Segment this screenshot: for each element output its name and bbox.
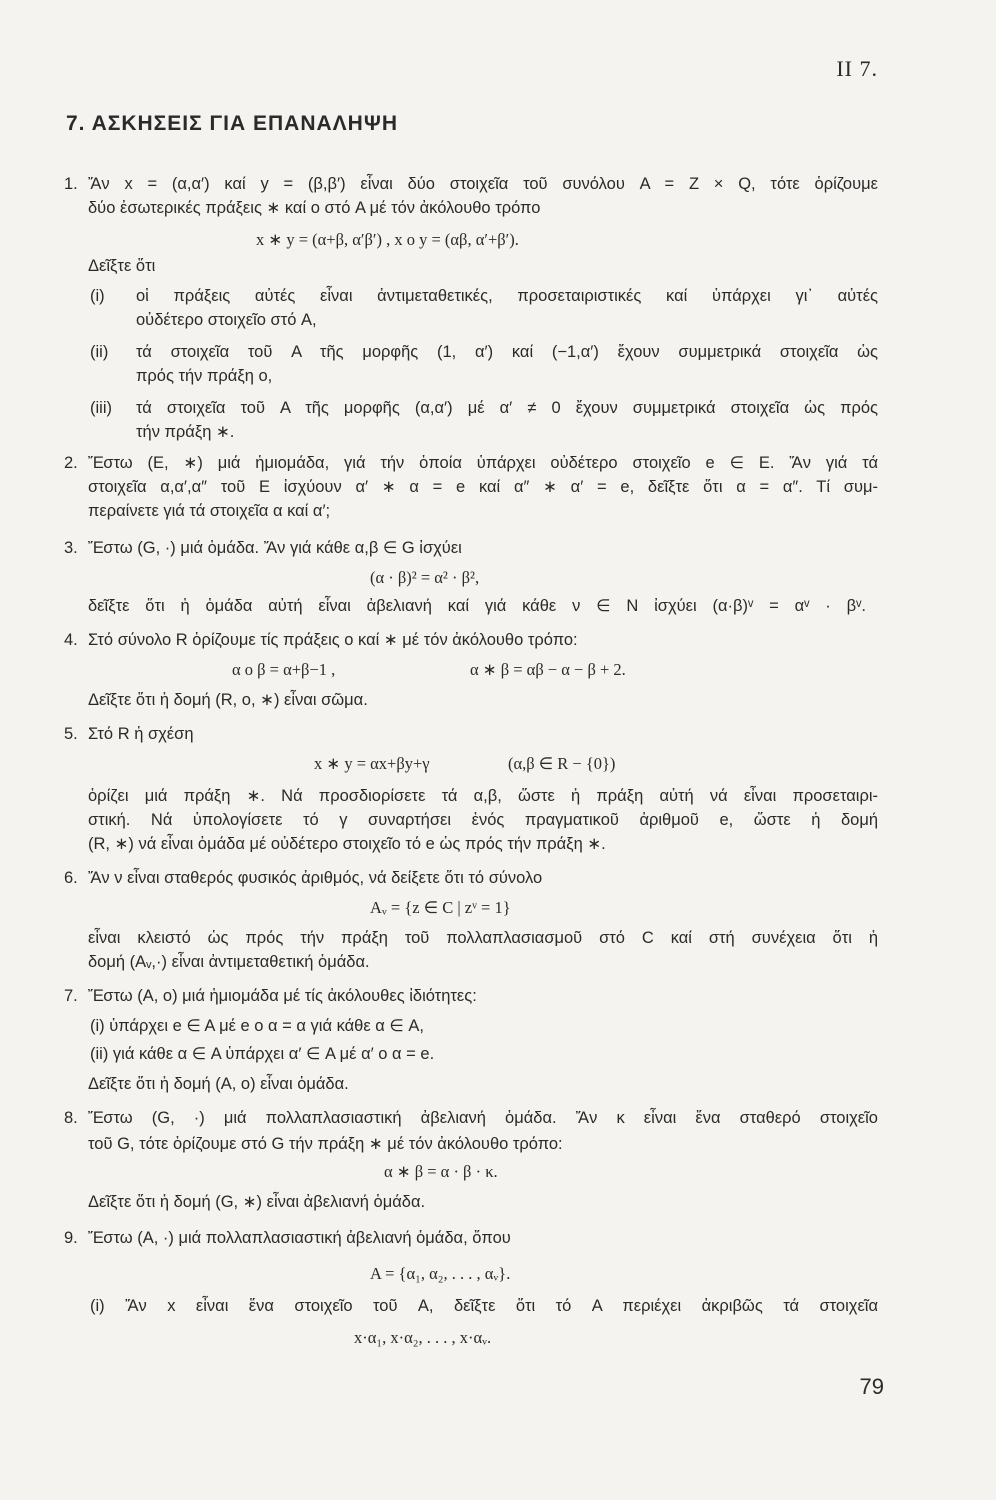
exercise-9-number: 9. [64,1229,78,1247]
exercise-1-iii-label: (iii) [90,399,112,417]
exercise-5-equation-1: x ∗ y = αx+βy+γ [314,754,430,773]
exercise-7-item-ii: (ii) γιά κάθε α ∈ A ὑπάρχει α′ ∈ A μέ α′ o α = e. [90,1045,435,1063]
exercise-1-i-line-1: οἱ πράξεις αὐτές εἶναι ἀντιμεταθετικές, προσεταιριστικές καί ὑπάρχει γι᾽ αὐτές [136,287,878,305]
exercise-6-line-2: εἶναι κλειστό ὡς πρός τήν πράξη τοῦ πολλαπλασιασμοῦ στό C καί στή συνέχεια ὅτι ἡ [88,929,878,947]
exercise-9-equation: A = {α₁, α₂, . . . , αᵥ}. [370,1264,511,1283]
exercise-5-line-4: (R, ∗) νά εἶναι ὁμάδα μέ οὐδέτερο στοιχεῖο τό e ὡς πρός τήν πράξη ∗. [88,835,606,853]
exercise-5-line-1: Στό R ἡ σχέση [88,725,194,743]
exercise-4-line-2: Δεῖξτε ὅτι ἡ δομή (R, o, ∗) εἶναι σῶμα. [88,691,368,709]
exercise-9-item-i: (i) Ἄν x εἶναι ἕνα στοιχεῖο τοῦ A, δεῖξτε ὅτι τό A περιέχει ἀκριβῶς τά στοιχεῖα [90,1297,878,1315]
page-number: 79 [859,1374,884,1399]
exercise-1-iii-line-1: τά στοιχεῖα τοῦ A τῆς μορφῆς (α,α′) μέ α′ ≠ 0 ἔχουν συμμετρικά στοιχεῖα ὡς πρός [136,399,878,417]
exercise-2-line-3: περαίνετε γιά τά στοιχεῖα α καί α′; [88,502,331,520]
exercise-5-equation-2: (α,β ∈ R − {0}) [508,754,616,773]
exercise-3-number: 3. [64,539,78,557]
exercise-4-equation-1: α o β = α+β−1 , [232,660,336,679]
exercise-3-line-1: Ἔστω (G, ·) μιά ὁμάδα. Ἄν γιά κάθε α,β ∈ G ἰσχύει [88,539,462,557]
exercise-8-equation: α ∗ β = α · β · κ. [384,1162,498,1181]
exercise-2-number: 2. [64,454,78,472]
exercise-1-ii-label: (ii) [90,343,109,361]
exercise-7-line-2: Δεῖξτε ὅτι ἡ δομή (A, o) εἶναι ὁμάδα. [88,1075,349,1093]
exercise-5-line-3: στική. Νά ὑπολογίσετε τό γ συναρτήσει ἑνός πραγματικοῦ ἀριθμοῦ e, ὥστε ἡ δομή [88,811,878,829]
exercise-6-equation: Aᵥ = {z ∈ C | zᵛ = 1} [370,898,511,917]
exercise-1-ii-line-1: τά στοιχεῖα τοῦ A τῆς μορφῆς (1, α′) καί (−1,α′) ἔχουν συμμετρικά στοιχεῖα ὡς [136,343,878,361]
exercise-6-line-3: δομή (Aᵥ,·) εἶναι ἀντιμεταθετική ὁμάδα. [88,953,370,971]
exercise-4-line-1: Στό σύνολο R ὁρίζουμε τίς πράξεις o καί ∗ μέ τόν ἀκόλουθο τρόπο: [88,631,578,649]
exercise-4-equation-2: α ∗ β = αβ − α − β + 2. [470,660,626,679]
exercise-1-i-label: (i) [90,287,105,305]
exercise-1-equation: x ∗ y = (α+β, α′β′) , x o y = (αβ, α′+β′). [256,230,519,249]
exercise-1-line-2: δύο ἐσωτερικές πράξεις ∗ καί o στό A μέ τόν ἀκόλουθο τρόπο [88,199,541,217]
exercise-8-line-2: τοῦ G, τότε ὁρίζουμε στό G τήν πράξη ∗ μέ τόν ἀκόλουθο τρόπο: [88,1135,563,1153]
exercise-8-line-1: Ἔστω (G, ·) μιά πολλαπλασιαστική ἀβελιανή ὁμάδα. Ἄν κ εἶναι ἕνα σταθερό στοιχεῖο [88,1109,878,1127]
exercise-6-number: 6. [64,869,78,887]
exercise-8-number: 8. [64,1109,78,1127]
exercise-1-line-3: Δεῖξτε ὅτι [88,257,156,275]
exercise-7-line-1: Ἔστω (A, o) μιά ἡμιομάδα μέ τίς ἀκόλουθες ἰδιότητες: [88,987,477,1005]
exercise-7-item-i: (i) ὑπάρχει e ∈ A μέ e o α = α γιά κάθε α ∈ A, [90,1017,424,1035]
exercise-9-equation-2: x·α₁, x·α₂, . . . , x·αᵥ. [354,1328,492,1347]
exercise-9-line-1: Ἔστω (A, ·) μιά πολλαπλασιαστική ἀβελιανή ὁμάδα, ὅπου [88,1229,511,1247]
chapter-mark: II 7. [836,56,878,81]
exercise-5-line-2: ὁρίζει μιά πράξη ∗. Νά προσδιορίσετε τά α,β, ὥστε ἡ πράξη αὐτή νά εἶναι προσεταιρι- [88,787,878,805]
exercise-1-i-line-2: οὐδέτερο στοιχεῖο στό A, [136,311,317,329]
exercise-5-number: 5. [64,725,78,743]
exercise-8-line-3: Δεῖξτε ὅτι ἡ δομή (G, ∗) εἶναι ἀβελιανή ὁμάδα. [88,1193,426,1211]
exercise-4-number: 4. [64,631,78,649]
section-title: 7. ΑΣΚΗΣΕΙΣ ΓΙΑ ΕΠΑΝΑΛΗΨΗ [66,112,399,135]
exercise-1-number: 1. [64,175,78,193]
exercise-1-ii-line-2: πρός τήν πράξη o, [136,367,273,385]
exercise-2-line-1: Ἔστω (E, ∗) μιά ἡμιομάδα, γιά τήν ὁποία ὑπάρχει οὐδέτερο στοιχεῖο e ∈ E. Ἄν γιά τά [88,454,878,472]
exercise-1-iii-line-2: τήν πράξη ∗. [136,423,235,441]
exercise-6-line-1: Ἄν ν εἶναι σταθερός φυσικός ἀριθμός, νά δείξετε ὅτι τό σύνολο [88,869,543,887]
exercise-3-equation: (α · β)² = α² · β², [370,568,480,587]
exercise-7-number: 7. [64,987,78,1005]
exercise-1-line-1: Ἄν x = (α,α′) καί y = (β,β′) εἶναι δύο στοιχεῖα τοῦ συνόλου A = Z × Q, τότε ὁρίζουμε [88,175,878,193]
exercise-2-line-2: στοιχεῖα α,α′,α″ τοῦ E ἰσχύουν α′ ∗ α = e καί α″ ∗ α′ = e, δεῖξτε ὅτι α = α″. Τί συμ- [88,478,878,496]
exercise-3-line-2: δεῖξτε ὅτι ἡ ὁμάδα αὐτή εἶναι ἀβελιανή καί γιά κάθε ν ∈ N ἰσχύει (α·β)ᵛ = αᵛ · βᵛ. [88,597,866,615]
